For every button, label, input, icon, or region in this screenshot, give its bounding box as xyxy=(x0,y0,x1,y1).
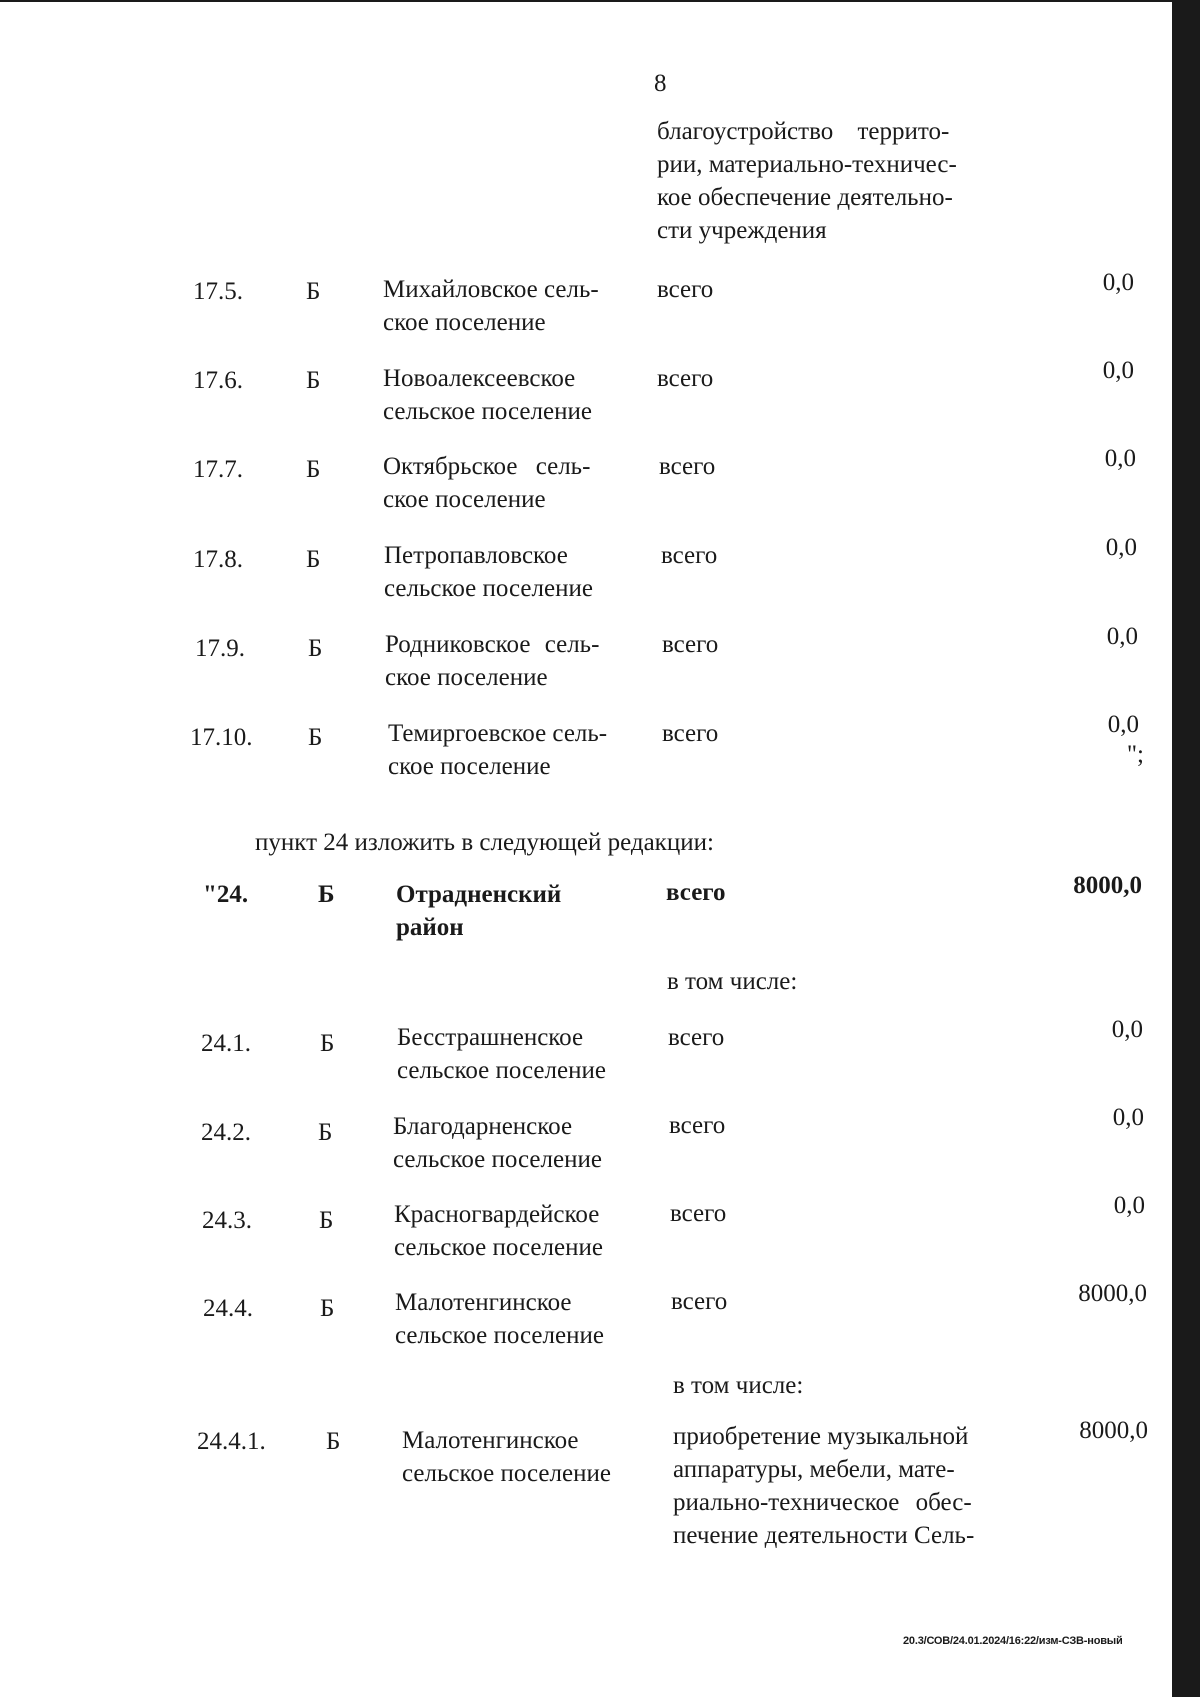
row-amount: 0,0 xyxy=(1102,357,1134,384)
row-name xyxy=(383,362,592,428)
row-amount: 0,0 xyxy=(1105,534,1137,561)
row-purpose-line: печение деятельности Сель- xyxy=(673,1522,975,1549)
row-code: Б xyxy=(308,635,323,662)
row-name-line: Малотенгинское xyxy=(395,1289,572,1316)
closing-quote: "; xyxy=(1126,741,1144,768)
row-name-line: Бесстрашненское xyxy=(397,1024,584,1051)
document-footer-code: 20.3/СОВ/24.01.2024/16:22/изм-СЗВ-новый xyxy=(903,1635,1123,1647)
row-kind: всего xyxy=(670,1200,727,1227)
row-name-line: Михайловское сель- xyxy=(383,276,599,303)
row-name xyxy=(402,1424,611,1490)
row-purpose-line: риально-техническое обес- xyxy=(673,1489,972,1516)
row-amount: 0,0 xyxy=(1112,1104,1144,1131)
row-number: "24. xyxy=(203,881,249,908)
row-name-line: Родниковское сель- xyxy=(385,631,600,658)
row-name xyxy=(396,878,561,944)
row-number: 17.8. xyxy=(193,546,243,573)
row-code: Б xyxy=(308,724,323,751)
row-name-line: Темиргоевское сель- xyxy=(388,720,608,747)
row-kind: всего xyxy=(661,542,718,569)
row-purpose-line: приобретение музыкальной xyxy=(673,1423,969,1450)
row-amount: 0,0 xyxy=(1113,1192,1145,1219)
row-amount: 0,0 xyxy=(1106,623,1138,650)
row-name-line: ское поселение xyxy=(385,664,548,691)
row-name-line: Отрадненский xyxy=(396,881,562,908)
row-kind: всего xyxy=(659,453,716,480)
row-kind: всего xyxy=(671,1288,728,1315)
top-purpose-text xyxy=(657,115,993,247)
row-name xyxy=(397,1021,606,1087)
row-name-line: сельское поселение xyxy=(393,1146,602,1173)
row-name-line: Октябрьское сель- xyxy=(383,453,591,480)
row-name-line: Новоалексеевское xyxy=(383,365,576,392)
row-name xyxy=(383,450,590,516)
row-amount: 0,0 xyxy=(1111,1016,1143,1043)
row-code: Б xyxy=(306,278,321,305)
top-purpose-line: благоустройство террито- xyxy=(657,118,950,145)
row-name-line: ское поселение xyxy=(383,486,546,513)
amendment-instruction: пункт 24 изложить в следующей редакции: xyxy=(255,829,714,856)
row-name xyxy=(393,1110,602,1176)
row-number: 17.7. xyxy=(193,456,243,483)
row-code: Б xyxy=(306,546,321,573)
row-name xyxy=(383,273,599,339)
page-number: 8 xyxy=(654,70,667,97)
row-kind: всего xyxy=(657,365,714,392)
row-name xyxy=(385,628,599,694)
top-purpose-line: сти учреждения xyxy=(657,217,827,244)
row-name xyxy=(394,1198,603,1264)
row-code: Б xyxy=(320,1295,335,1322)
row-kind: всего xyxy=(669,1112,726,1139)
row-kind: всего xyxy=(662,631,719,658)
row-name-line: Малотенгинское xyxy=(402,1427,579,1454)
row-code: Б xyxy=(318,1119,333,1146)
scan-edge-top xyxy=(0,0,1172,2)
row-name-line: сельское поселение xyxy=(402,1460,611,1487)
row-number: 24.2. xyxy=(201,1119,251,1146)
row-number: 17.5. xyxy=(193,278,243,305)
row-number: 17.10. xyxy=(190,724,253,751)
row-name-line: сельское поселение xyxy=(394,1234,603,1261)
row-code: Б xyxy=(326,1428,341,1455)
top-purpose-line: рии, материально-техничес- xyxy=(657,151,957,178)
row-amount: 0,0 xyxy=(1107,711,1139,738)
row-name-line: район xyxy=(396,914,464,941)
row-purpose xyxy=(673,1420,1009,1552)
row-purpose-line: аппаратуры, мебели, мате- xyxy=(673,1456,955,1483)
row-kind: всего xyxy=(657,276,714,303)
row-kind: всего xyxy=(662,720,719,747)
row-name-line: сельское поселение xyxy=(383,398,592,425)
row-name xyxy=(395,1286,604,1352)
top-purpose-line: кое обеспечение деятельно- xyxy=(657,184,953,211)
row-name-line: Благодарненское xyxy=(393,1113,573,1140)
row-name-line: ское поселение xyxy=(388,753,551,780)
row-name-line: Петропавловское xyxy=(384,542,568,569)
row-name-line: Красногвардейское xyxy=(394,1201,600,1228)
row-kind: всего xyxy=(668,1024,725,1051)
row-number: 24.4.1. xyxy=(197,1428,266,1455)
scan-edge-right xyxy=(1172,0,1200,1697)
row-code: Б xyxy=(306,456,321,483)
row-name xyxy=(384,539,593,605)
row-number: 17.6. xyxy=(193,367,243,394)
including-label: в том числе: xyxy=(667,968,798,995)
row-code: Б xyxy=(319,1207,334,1234)
row-number: 17.9. xyxy=(195,635,245,662)
row-code: Б xyxy=(318,881,335,908)
row-amount: 0,0 xyxy=(1102,269,1134,296)
row-name-line: сельское поселение xyxy=(397,1057,606,1084)
row-amount: 8000,0 xyxy=(1079,1417,1148,1444)
row-amount: 0,0 xyxy=(1104,445,1136,472)
row-amount: 8000,0 xyxy=(1078,1280,1147,1307)
row-name-line: сельское поселение xyxy=(384,575,593,602)
row-code: Б xyxy=(320,1030,335,1057)
row-number: 24.4. xyxy=(203,1295,253,1322)
row-code: Б xyxy=(306,367,321,394)
row-kind: всего xyxy=(666,879,726,906)
row-name-line: сельское поселение xyxy=(395,1322,604,1349)
including-label: в том числе: xyxy=(673,1372,804,1399)
row-name-line: ское поселение xyxy=(383,309,546,336)
row-name xyxy=(388,717,607,783)
row-amount: 8000,0 xyxy=(1073,872,1142,899)
row-number: 24.1. xyxy=(201,1030,251,1057)
row-number: 24.3. xyxy=(202,1207,252,1234)
